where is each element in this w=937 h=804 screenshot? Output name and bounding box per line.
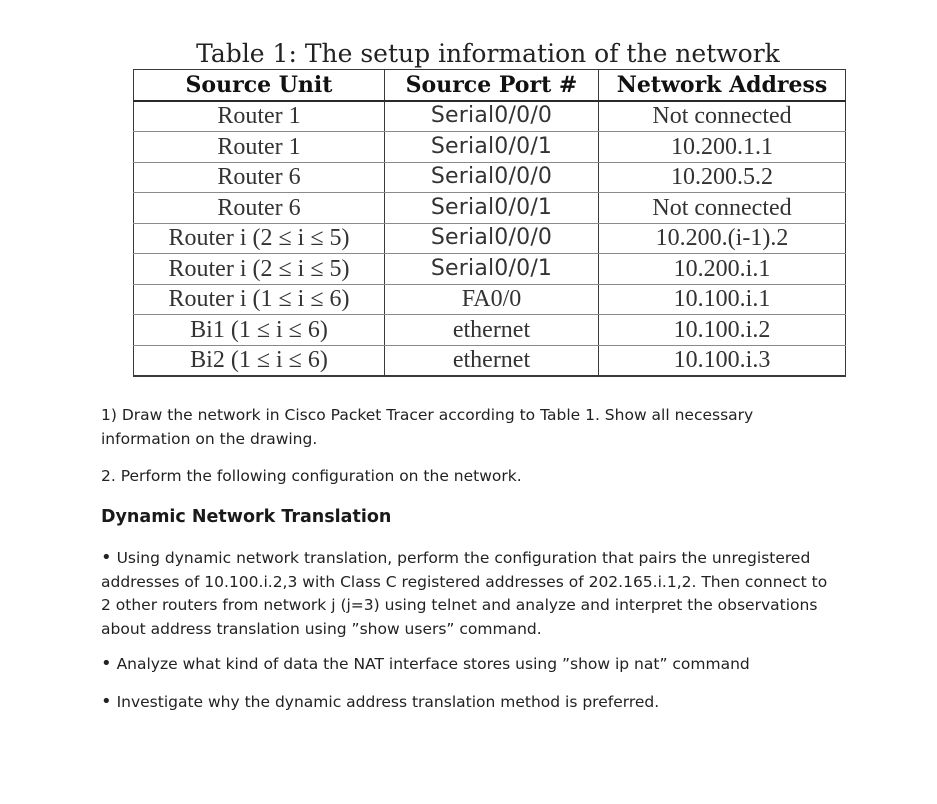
table-row <box>134 223 846 254</box>
cell-source-unit: Router i (1 ≤ i ≤ 6) <box>134 284 385 315</box>
cell-network-address: 10.200.(i-1).2 <box>599 223 846 254</box>
cell-source-unit: Router 6 <box>134 162 385 193</box>
cell-source-port: Serial0/0/0 <box>385 223 599 254</box>
table-row <box>134 254 846 285</box>
step-2-text: 2. Perform the following configuration on the network. <box>101 467 522 485</box>
cell-source-port: ethernet <box>385 345 599 376</box>
bullet-text: Investigate why the dynamic address translation method is preferred. <box>116 692 660 711</box>
header-source-port: Source Port # <box>385 70 599 101</box>
cell-network-address: 10.200.1.1 <box>599 132 846 163</box>
cell-source-port: Serial0/0/1 <box>385 254 599 285</box>
table-row <box>134 132 846 163</box>
bullet-icon: • <box>101 547 112 568</box>
table-row <box>134 193 846 224</box>
table-header-row <box>134 70 846 101</box>
cell-network-address: 10.100.i.1 <box>599 284 846 315</box>
cell-source-port: Serial0/0/1 <box>385 193 599 224</box>
bullet-item <box>101 690 831 715</box>
cell-source-port: Serial0/0/0 <box>385 162 599 193</box>
bullet-text: Analyze what kind of data the NAT interface stores using ”show ip nat” command <box>116 655 750 673</box>
cell-source-unit: Router i (2 ≤ i ≤ 5) <box>134 254 385 285</box>
cell-source-unit: Router 1 <box>134 132 385 163</box>
cell-source-unit: Router i (2 ≤ i ≤ 5) <box>134 223 385 254</box>
table-row <box>134 284 846 315</box>
cell-source-port: ethernet <box>385 315 599 346</box>
table-caption: Table 1: The setup information of the network <box>196 39 780 68</box>
instructions-section <box>101 404 831 714</box>
cell-source-unit: Bi2 (1 ≤ i ≤ 6) <box>134 345 385 376</box>
cell-network-address: Not connected <box>599 101 846 132</box>
bullet-icon: • <box>101 653 112 674</box>
section-heading: Dynamic Network Translation <box>101 506 392 527</box>
bullet-text: Using dynamic network translation, perform the configuration that pairs the unregistered addresses of 10.100.i.2,3 with Class C registered addresses of 202.165.i.1,2. Then connect to 2 other routers from network j (j=3) using telnet and analyze and interpret the observations about address translation using ”show users” command. <box>101 549 828 638</box>
cell-source-port: FA0/0 <box>385 284 599 315</box>
cell-network-address: Not connected <box>599 193 846 224</box>
cell-network-address: 10.200.5.2 <box>599 162 846 193</box>
cell-source-port: Serial0/0/1 <box>385 132 599 163</box>
cell-network-address: 10.100.i.2 <box>599 315 846 346</box>
table-row <box>134 162 846 193</box>
network-setup-table <box>133 69 846 377</box>
header-source-unit: Source Unit <box>134 70 385 101</box>
cell-network-address: 10.200.i.1 <box>599 254 846 285</box>
bullet-icon: • <box>101 690 112 712</box>
cell-source-unit: Router 1 <box>134 101 385 132</box>
table-row <box>134 315 846 346</box>
step-1-text: 1) Draw the network in Cisco Packet Tracer according to Table 1. Show all necessary information on the drawing. <box>101 406 754 448</box>
table-row <box>134 345 846 376</box>
cell-network-address: 10.100.i.3 <box>599 345 846 376</box>
cell-source-unit: Router 6 <box>134 193 385 224</box>
bullet-item <box>101 546 831 641</box>
cell-source-port: Serial0/0/0 <box>385 101 599 132</box>
cell-source-unit: Bi1 (1 ≤ i ≤ 6) <box>134 315 385 346</box>
bullet-item <box>101 652 831 677</box>
table-row <box>134 101 846 132</box>
header-network-address: Network Address <box>599 70 846 101</box>
